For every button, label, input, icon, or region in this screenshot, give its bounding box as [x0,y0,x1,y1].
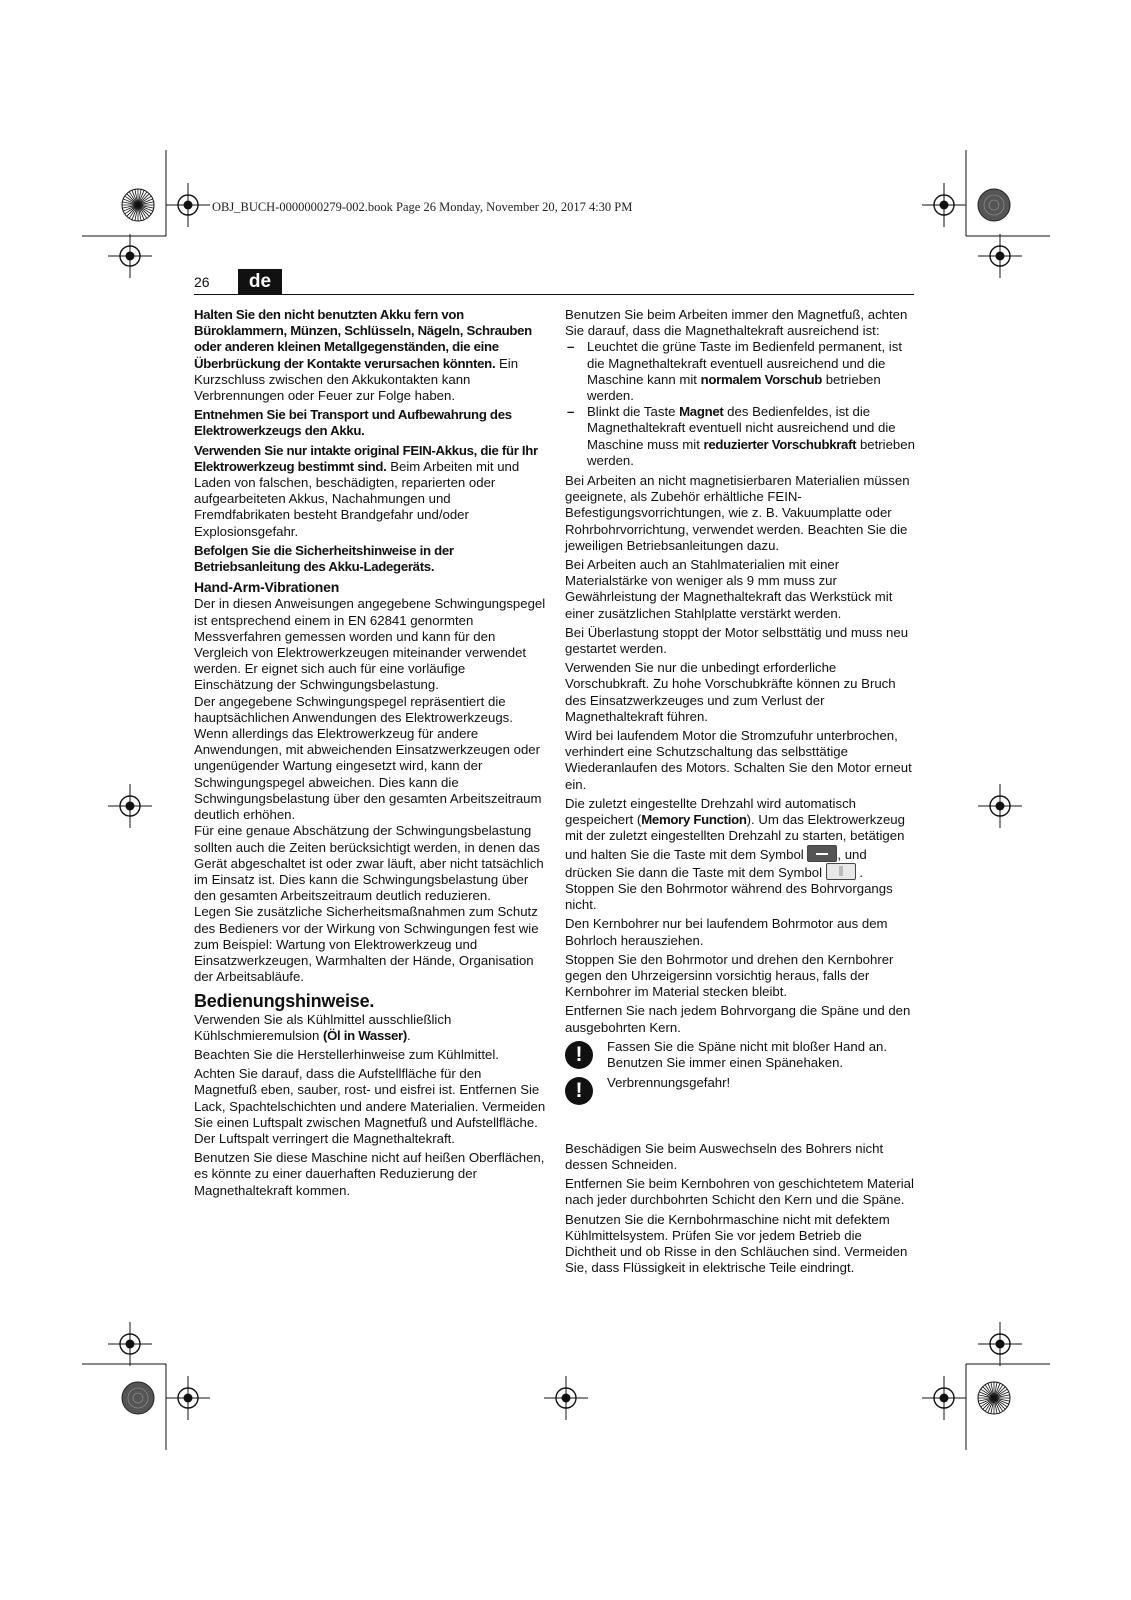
paragraph: Benutzen Sie diese Maschine nicht auf heißen Oberflächen, es könnte zu einer dauerhaften Reduzierung der Magnethaltekraft kommen. [194,1150,545,1198]
dash-bullet: – [567,404,575,420]
warning-text: Fassen Sie die Späne nicht mit bloßer Hand an. Benutzen Sie immer einen Spänehaken. [607,1038,888,1070]
paragraph [194,443,548,540]
bold-text: Halten Sie den nicht benutzten Akku fern von Büroklammern, Münzen, Schlüsseln, Nägeln, Schrauben oder anderen kleinen Metallgegenständen, die eine Überbrückung der Kontakte verursachen könnten. [194,307,532,371]
body-text: Blinkt die Taste [587,404,680,420]
section-heading-operation: Bedienungshinweise. [194,991,375,1012]
header-rule [194,294,914,295]
paragraph: Bei Arbeiten auch an Stahlmaterialien mit einer Materialstärke von weniger als 9 mm muss zur Gewährleistung der Magnethaltekraft das Werkstück mit einer zusätzlichen Stahlplatte verstärkt werden. [565,557,893,621]
list-item [565,404,915,469]
paragraph [194,407,548,439]
body-text: Leuchtet die grüne Taste im Bedienfeld permanent, ist die Magnethaltekraft eventuell ausreichend und die Maschine kann mit [587,339,902,387]
paragraph: Der angegebene Schwingungspegel repräsentiert die hauptsächlichen Anwendungen des Elektrowerkzeugs. Wenn allerdings das Elektrowerkzeug für andere Anwendungen, mit abweichenden Einsatzwerkzeugen oder ungenügender Wartung eingesetzt wird, kann der Schwingungspegel abweichen. Dies kann die Schwingungsbelastung über den gesamten Arbeitszeitraum deutlich erhöhen. [194,693,542,823]
body-text: . [855,864,864,880]
bold-text: Befolgen Sie die Sicherheitshinweise in der Betriebsanleitung des Akku-Ladegeräts. [194,542,454,575]
body-text: Beim Arbeiten mit und Laden von falschen, beschädigten, reparierten oder aufgearbeiteten Akkus, Nachahmungen und Fremdfabrikaten besteht Brandgefahr und/oder Explosionsgefahr. [194,458,520,539]
dash-bullet: – [567,339,575,355]
bold-text: Memory Function [641,812,747,828]
start-key-icon [826,863,856,880]
body-text: betrieben werden. [587,371,881,404]
paragraph: Stoppen Sie den Bohrmotor und drehen den Kernbohrer gegen den Uhrzeigersinn vorsichtig heraus, falls der Kernbohrer im Material stecken bleibt. [565,951,894,1000]
paragraph: Beschädigen Sie beim Auswechseln des Bohrers nicht dessen Schneiden. [565,1140,884,1172]
paragraph: Der in diesen Anweisungen angegebene Schwingungspegel ist entsprechend einem in EN 62841 genormten Messverfahren gemessen worden und kann für den Vergleich von Elektrowerkzeugen miteinander verwendet werden. Er eignet sich auch für eine vorläufige Einschätzung der Schwingungsbelastung. [194,596,546,693]
body-text: betrieben werden. [587,436,915,468]
paragraph: Benutzen Sie die Kernbohrmaschine nicht mit defektem Kühlmittelsystem. Prüfen Sie vor jedem Betrieb die Dichtheit und ob Risse in den Schläuchen sind. Vermeiden Sie, dass Flüssigkeit in elektrische Teile eindringt. [565,1211,908,1276]
minus-key-icon [807,845,837,862]
body-text: Ein Kurzschluss zwischen den Akkukontakten kann Verbrennungen oder Feuer zur Folge haben. [194,355,519,404]
paragraph: Bei Arbeiten an nicht magnetisierbaren Materialien müssen geeignete, als Zubehör erhältliche FEIN-Befestigungsvorrichtungen, wie z. B. Vakuumplatte oder Rohrbohrvorrichtung, verwendet werden. Beachten Sie die jeweiligen Betriebsanleitungen dazu. [565,473,910,553]
paragraph: Den Kernbohrer nur bei laufendem Bohrmotor aus dem Bohrloch herausziehen. [565,916,888,948]
paragraph [194,1012,548,1044]
paragraph: Stoppen Sie den Bohrmotor während des Bohrvorgangs nicht. [565,880,893,913]
warning-note [565,1075,915,1109]
paragraph: Benutzen Sie beim Arbeiten immer den Magnetfuß, achten Sie darauf, dass die Magnethaltekraft ausreichend ist: [565,307,908,339]
bold-text: Entnehmen Sie bei Transport und Aufbewahrung des Elektrowerkzeugs den Akku. [194,407,512,439]
paragraph: Wird bei laufendem Motor die Stromzufuhr unterbrochen, verhindert eine Schutzschaltung das selbsttätige Wiederanlaufen des Motors. Schalten Sie den Motor erneut ein. [565,728,912,792]
paragraph: Für eine genaue Abschätzung der Schwingungsbelastung sollten auch die Zeiten berücksichtigt werden, in denen das Gerät abgeschaltet ist oder zwar läuft, aber nicht tatsächlich im Einsatz ist. Dies kann die Schwingungsbelastung über den gesamten Arbeitszeitraum deutlich reduzieren. [194,823,544,904]
left-column [194,307,548,1202]
paragraph: Entfernen Sie nach jedem Bohrvorgang die Späne und den ausgebohrten Kern. [565,1003,911,1035]
language-tab: de [238,269,282,295]
paragraph [194,307,548,404]
print-header-line: OBJ_BUCH-0000000279-002.book Page 26 Monday, November 20, 2017 4:30 PM [212,200,633,214]
paragraph: Achten Sie darauf, dass die Aufstellfläche für den Magnetfuß eben, sauber, rost- und eisfrei ist. Entfernen Sie Lack, Spachtelschichten und andere Materialien. Vermeiden Sie einen Luftspalt zwischen Magnetfuß und Aufstellfläche. Der Luftspalt verringert die Magnethaltekraft. [194,1066,546,1146]
paragraph: Verwenden Sie nur die unbedingt erforderliche Vorschubkraft. Zu hohe Vorschubkräfte können zu Bruch des Einsatzwerkzeuges und zum Verlust der Magnethaltekraft führen. [565,660,896,724]
bold-text: Verwenden Sie nur intakte original FEIN-Akkus, die für Ihr Elektrowerkzeug bestimmt sind. [194,442,538,474]
warning-text: Verbrennungsgefahr! [607,1074,731,1090]
warning-icon: ! [565,1041,593,1069]
page-number: 26 [194,274,210,290]
list-item [565,339,915,404]
warning-icon: ! [565,1077,593,1105]
paragraph: Entfernen Sie beim Kernbohren von geschichtetem Material nach jeder durchbohrten Schicht den Kern und die Späne. [565,1176,914,1208]
body-text: . [406,1027,411,1043]
paragraph [565,796,915,881]
right-column [565,307,915,1279]
body-text: Die zuletzt eingestellte Drehzahl wird automatisch gespeichert ( [565,795,856,828]
paragraph: Beachten Sie die Herstellerhinweise zum Kühlmittel. [194,1046,499,1062]
paragraph: Bei Überlastung stoppt der Motor selbsttätig und muss neu gestartet werden. [565,624,909,657]
body-text: ). Um das Elektrowerkzeug mit der zuletzt eingestellten Drehzahl zu starten, betätigen und halten Sie die Taste mit dem Symbol [565,812,905,862]
body-text: des Bedienfeldes, ist die Magnethaltekraft eventuell nicht ausreichend und die Maschine muss mit [587,404,896,452]
paragraph [194,543,548,575]
bold-text: reduzierter Vorschubkraft [703,436,857,452]
bold-text: Magnet [679,404,724,420]
body-text: Verwenden Sie als Kühlmittel ausschließlich Kühlschmieremulsion [194,1011,452,1043]
paragraph: Legen Sie zusätzliche Sicherheitsmaßnahmen zum Schutz des Bedieners vor der Wirkung von Schwingungen fest wie zum Beispiel: Wartung von Elektrowerkzeug und Einsatzwerkzeugen, Warmhalten der Hände, Organisation der Arbeitsabläufe. [194,904,539,985]
warning-note [565,1039,915,1073]
bold-text: (Öl in Wasser) [323,1027,407,1043]
bold-text: normalem Vorschub [700,371,823,387]
section-heading-vibration: Hand-Arm-Vibrationen [194,579,340,596]
body-text: , und drücken Sie dann die Taste mit dem Symbol [565,846,867,880]
